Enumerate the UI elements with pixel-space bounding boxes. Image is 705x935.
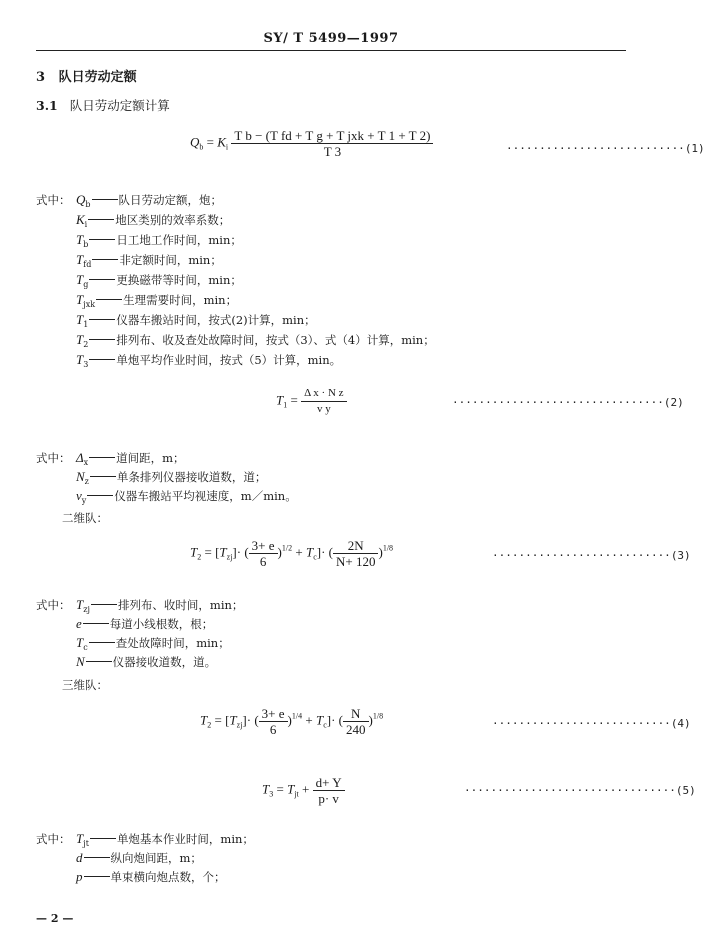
legend-text: 队日劳动定额，炮；: [118, 193, 223, 207]
eq1-fraction: [231, 128, 433, 159]
header-rule: [36, 50, 626, 51]
eq1-label: (1): [684, 142, 705, 155]
legend-symbol: K: [76, 212, 85, 227]
em-dash: [88, 219, 114, 220]
em-dash: [84, 857, 110, 858]
legend-text: 单炮平均作业时间，按式（5）计算，min。: [116, 353, 342, 367]
legend-symbol-sub: jxk: [83, 300, 96, 309]
eq4-tc-sub: c: [323, 720, 327, 730]
em-dash: [89, 457, 115, 458]
legend-item: [76, 469, 266, 486]
em-dash: [84, 876, 110, 877]
legend-text: 纵向炮间距，m；: [110, 851, 202, 865]
legend-item: [76, 831, 254, 848]
eq3-number: ···························(3): [492, 549, 691, 562]
eq3-tc: T: [305, 544, 314, 560]
eq3-den1: 6: [259, 554, 267, 569]
eq1-coef-sub: i: [225, 142, 229, 152]
legend-symbol: T: [76, 635, 84, 650]
legend-item: [76, 272, 242, 289]
eq5-lhs: T: [262, 781, 270, 797]
em-dash: [89, 239, 115, 240]
legend-item: [76, 332, 435, 349]
eq4-num1: 3+ e: [259, 706, 288, 722]
eq1-numerator: T b − (T fd + T g + T jxk + T 1 + T 2): [231, 128, 433, 144]
legend-symbol-sub: 3: [83, 360, 89, 369]
legend-text: 仪器车搬站时间，按式(2)计算，min；: [116, 313, 316, 327]
eq4-den2: 240: [346, 722, 366, 737]
eq3-label: (3): [670, 549, 691, 562]
eq2-denominator: v y: [316, 403, 331, 415]
legend-text: 查处故障时间，min；: [115, 636, 230, 650]
eq3-fraction-1: [249, 538, 278, 569]
legend-symbol: T: [76, 352, 84, 367]
legend2-prefix: 式中：: [36, 451, 71, 465]
team-3d-label: 三维队：: [62, 678, 108, 692]
eq2-label: (2): [663, 396, 684, 409]
eq5-number: ································(5): [464, 784, 696, 797]
equation-3: $T_2 = [T_{zj}]\cdot$ ( $\frac{3+ e}{6}$ )$^{1/2} + T_c]\cdot$ ( $\frac{2N}{N+ 120}$ )$^{1/8}$: [190, 538, 394, 569]
legend-symbol-sub: z: [84, 477, 89, 486]
legend-symbol-sub: b: [85, 200, 91, 209]
legend-symbol: T: [76, 312, 84, 327]
eq5-denominator: p· v: [318, 791, 339, 806]
eq3-den2: N+ 120: [336, 554, 376, 569]
em-dash: [91, 604, 117, 605]
legend-item: [76, 488, 297, 505]
legend-symbol: e: [76, 616, 82, 631]
legend-symbol-sub: i: [84, 220, 88, 229]
legend-symbol: Δ: [76, 450, 84, 465]
eq4-num2: N: [343, 706, 369, 722]
legend-item: [76, 232, 242, 249]
legend-text: 地区类别的效率系数；: [115, 213, 231, 227]
eq4-label: (4): [670, 717, 691, 730]
eq5-numerator: d+ Y: [313, 775, 345, 791]
eq3-num1: 3+ e: [249, 538, 278, 554]
eq3-lhs: T: [190, 544, 198, 560]
eq5-t: T: [287, 781, 295, 797]
eq4-den1: 6: [269, 722, 277, 737]
legend-text: 排列布、收及查处故障时间，按式（3）、式（4）计算，min；: [116, 333, 435, 347]
section-title: 队日劳动定额: [58, 70, 137, 85]
legend-symbol-sub: zj: [83, 605, 90, 614]
legend-symbol: T: [76, 597, 84, 612]
em-dash: [92, 199, 118, 200]
legend-item: [76, 597, 243, 614]
eq4-fraction-2: [343, 706, 369, 737]
legend-text: 更换磁带等时间，min；: [116, 273, 242, 287]
legend-symbol-sub: g: [83, 280, 89, 289]
legend-symbol-sub: c: [83, 643, 88, 652]
document-header: SY/ T 5499—1997: [263, 31, 399, 46]
subsection-number: 3.1: [36, 98, 58, 113]
legend-item: [76, 192, 222, 209]
eq5-fraction: [313, 775, 345, 806]
eq3-tc-sub: c: [313, 552, 317, 562]
legend-item: [76, 616, 213, 632]
legend-symbol-sub: b: [83, 240, 89, 249]
legend-symbol-sub: x: [83, 458, 89, 467]
page-number: — 2 —: [36, 912, 74, 925]
eq3-tzj: T: [219, 544, 227, 560]
eq4-number: ···························(4): [492, 717, 691, 730]
legend-symbol-sub: 2: [83, 340, 89, 349]
eq1-lhs-sub: b: [199, 142, 204, 152]
em-dash: [83, 623, 109, 624]
em-dash: [87, 495, 113, 496]
legend-item: [76, 869, 226, 885]
em-dash: [96, 299, 122, 300]
legend-symbol: T: [76, 252, 84, 267]
subsection-heading: [36, 96, 170, 114]
equation-2: $T_1$ = $\frac{\text{Δ x · N z}}{\text{v y}}$: [276, 386, 347, 417]
team-2d-label: 二维队：: [62, 511, 108, 525]
legend-symbol: Q: [76, 192, 86, 207]
eq3-tzj-sub: zj: [226, 552, 233, 562]
legend-text: 单条排列仪器接收道数，道；: [116, 470, 267, 484]
legend1-prefix: 式中：: [36, 193, 71, 207]
legend-symbol-sub: fd: [83, 260, 92, 269]
legend-symbol: T: [76, 292, 84, 307]
em-dash: [92, 259, 118, 260]
eq5-lhs-sub: 3: [269, 789, 274, 799]
legend-symbol: p: [76, 869, 83, 884]
legend-symbol: T: [76, 272, 84, 287]
eq2-number: ································(2): [452, 396, 684, 409]
section-number: 3: [36, 70, 46, 85]
section-heading: [36, 66, 137, 85]
legend-symbol: N: [76, 654, 85, 669]
eq5-t-sub: jt: [294, 789, 299, 799]
legend-symbol-sub: jt: [83, 839, 89, 848]
legend-symbol: T: [76, 232, 84, 247]
eq2-lhs-sub: 1: [283, 400, 288, 410]
em-dash: [90, 476, 116, 477]
legend-text: 单束横向炮点数，个；: [110, 870, 226, 884]
em-dash: [89, 339, 115, 340]
legend-text: 仪器车搬站平均视速度，m／min。: [114, 489, 297, 503]
legend-item: [76, 252, 222, 269]
legend-item: [76, 352, 341, 369]
legend3-prefix: 式中：: [36, 598, 71, 612]
legend-text: 生理需要时间，min；: [123, 293, 238, 307]
eq4-exp2: 1/8: [372, 711, 384, 721]
em-dash: [86, 661, 112, 662]
eq3-lhs-sub: 2: [197, 552, 202, 562]
legend-text: 单炮基本作业时间，min；: [116, 832, 254, 846]
legend-symbol-sub: y: [81, 496, 87, 505]
eq3-exp2: 1/8: [382, 543, 394, 553]
legend-item: [76, 850, 202, 866]
equation-1: $Q_b = K_i$ $\frac{\text{T b − (T fd + T g + T jxk + T 1 + T 2)}}{T 3}$: [190, 128, 433, 159]
eq4-tzj: T: [229, 712, 237, 728]
eq4-lhs-sub: 2: [207, 720, 212, 730]
eq1-coef: K: [217, 134, 226, 150]
equation-4: $T_2 = [T_{zj}]\cdot$ ( $\frac{3+ e}{6}$ )$^{1/4} + T_c]\cdot$ ( $\frac{N}{240}$ )$^{1/8}$: [200, 706, 384, 737]
subsection-title: 队日劳动定额计算: [69, 98, 170, 113]
legend-text: 日工地工作时间，min；: [116, 233, 242, 247]
legend-item: [76, 212, 230, 229]
legend-symbol: T: [76, 831, 84, 846]
legend-item: [76, 635, 230, 652]
legend-text: 排列布、收时间，min；: [117, 598, 244, 612]
em-dash: [90, 838, 116, 839]
equation-5: $T_3 = T_{jt}$ + $\frac{d+ Y}{p\cdot v}$: [262, 775, 345, 806]
em-dash: [89, 279, 115, 280]
legend-symbol: N: [76, 469, 85, 484]
legend-text: 道间距，m；: [116, 451, 185, 465]
eq4-tzj-sub: zj: [236, 720, 243, 730]
legend-symbol: d: [76, 850, 83, 865]
eq1-number: ···························(1): [506, 142, 705, 155]
legend-text: 非定额时间，min；: [119, 253, 222, 267]
eq4-fraction-1: [259, 706, 288, 737]
legend5-prefix: 式中：: [36, 832, 71, 846]
eq5-label: (5): [675, 784, 696, 797]
eq4-lhs: T: [200, 712, 208, 728]
eq4-exp1: 1/4: [291, 711, 303, 721]
legend-symbol: v: [76, 488, 82, 503]
legend-item: [76, 450, 185, 467]
legend-text: 仪器接收道数，道。: [112, 655, 217, 669]
eq2-numerator: Δ x · N z: [301, 386, 346, 402]
legend-item: [76, 312, 316, 329]
legend-text: 每道小线根数，根；: [109, 617, 214, 631]
legend-item: [76, 292, 237, 309]
eq2-fraction: [301, 386, 346, 417]
eq2-lhs: T: [276, 392, 284, 408]
eq4-tc: T: [315, 712, 324, 728]
legend-item: [76, 654, 216, 670]
legend-symbol-sub: 1: [83, 320, 89, 329]
em-dash: [89, 319, 115, 320]
em-dash: [89, 642, 115, 643]
eq3-exp1: 1/2: [281, 543, 293, 553]
em-dash: [89, 359, 115, 360]
eq3-fraction-2: [333, 538, 378, 569]
eq1-denominator: T 3: [323, 144, 342, 159]
legend-symbol: T: [76, 332, 84, 347]
eq3-num2: 2N: [333, 538, 378, 554]
eq1-lhs: Q: [190, 134, 200, 150]
